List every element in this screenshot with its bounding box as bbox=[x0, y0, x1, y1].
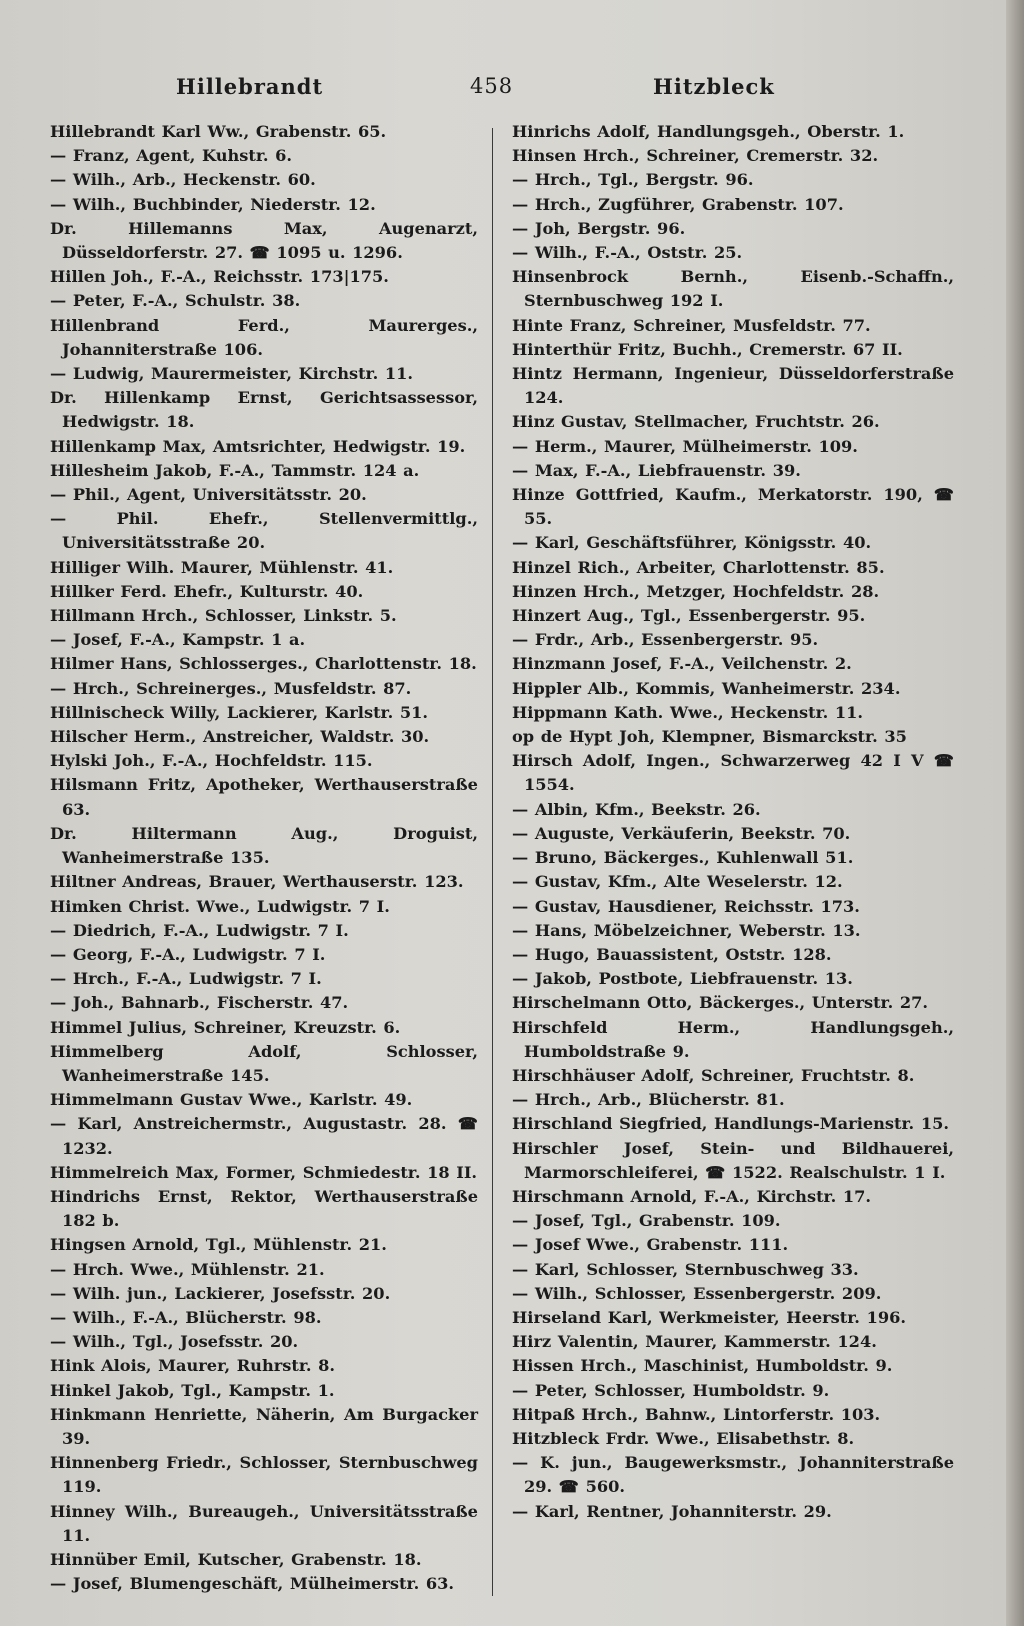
directory-entry: — Wilh. jun., Lackierer, Josefsstr. 20. bbox=[50, 1283, 391, 1303]
directory-entry: Himmel Julius, Schreiner, Kreuzstr. 6. bbox=[50, 1017, 401, 1037]
directory-entry: Hirschmann Arnold, F.-A., Kirchstr. 17. bbox=[512, 1186, 872, 1206]
directory-entry: — Hrch., Arb., Blücherstr. 81. bbox=[512, 1090, 785, 1110]
directory-entry: Hinterthür Fritz, Buchh., Cremerstr. 67 II. bbox=[512, 339, 903, 359]
directory-entry: — Herm., Maurer, Mülheimerstr. 109. bbox=[512, 436, 858, 456]
directory-entry: — Wilh., Arb., Heckenstr. 60. bbox=[50, 170, 316, 190]
directory-entry: — Max, F.-A., Liebfrauenstr. 39. bbox=[512, 460, 801, 480]
directory-entry: — Diedrich, F.-A., Ludwigstr. 7 I. bbox=[50, 920, 349, 940]
column-divider bbox=[492, 128, 493, 1596]
directory-entry: Dr. Hiltermann Aug., Droguist, Wanheimerstraße 135. bbox=[50, 823, 478, 868]
directory-entry: Dr. Hillenkamp Ernst, Gerichtsassessor, Hedwigstr. 18. bbox=[50, 388, 478, 432]
directory-entry: — Auguste, Verkäuferin, Beekstr. 70. bbox=[512, 823, 851, 843]
directory-entry: — Gustav, Hausdiener, Reichsstr. 173. bbox=[512, 896, 860, 916]
directory-entry: Hippler Alb., Kommis, Wanheimerstr. 234. bbox=[512, 678, 901, 698]
directory-entry: — Peter, F.-A., Schulstr. 38. bbox=[50, 291, 301, 311]
directory-entry: — Joh, Bergstr. 96. bbox=[512, 218, 686, 238]
directory-entry: — Wilh., Buchbinder, Niederstr. 12. bbox=[50, 194, 376, 214]
directory-entry: Hillmann Hrch., Schlosser, Linkstr. 5. bbox=[50, 606, 397, 626]
directory-entry: — Hans, Möbelzeichner, Weberstr. 13. bbox=[512, 920, 861, 940]
directory-entry: — Phil., Agent, Universitätsstr. 20. bbox=[50, 485, 367, 505]
directory-entry: — Wilh., Tgl., Josefsstr. 20. bbox=[50, 1332, 299, 1352]
page-number: 458 bbox=[470, 74, 514, 98]
directory-entry: Hiltner Andreas, Brauer, Werthauserstr. 123. bbox=[50, 872, 464, 892]
directory-entry: Hink Alois, Maurer, Ruhrstr. 8. bbox=[50, 1356, 336, 1376]
directory-entry: Hillker Ferd. Ehefr., Kulturstr. 40. bbox=[50, 581, 364, 601]
directory-entry: Himmelmann Gustav Wwe., Karlstr. 49. bbox=[50, 1090, 413, 1110]
directory-entry: Hitzbleck Frdr. Wwe., Elisabethstr. 8. bbox=[512, 1428, 855, 1448]
directory-entry: — Peter, Schlosser, Humboldstr. 9. bbox=[512, 1380, 830, 1400]
directory-entry: — Hrch. Wwe., Mühlenstr. 21. bbox=[50, 1259, 325, 1279]
directory-entry: Hirschler Josef, Stein- und Bildhauerei, Marmorschleiferei, ☎ 1522. Realschulstr. 1 I. bbox=[512, 1138, 954, 1182]
directory-entry: — Joh., Bahnarb., Fischerstr. 47. bbox=[50, 993, 349, 1013]
directory-entry: — Karl, Rentner, Johanniterstr. 29. bbox=[512, 1501, 832, 1521]
directory-entry: — Josef, Blumengeschäft, Mülheimerstr. 63. bbox=[50, 1574, 454, 1594]
directory-entry: — Wilh., F.-A., Oststr. 25. bbox=[512, 243, 743, 263]
directory-entry: Hinnüber Emil, Kutscher, Grabenstr. 18. bbox=[50, 1549, 422, 1569]
directory-entry: Hillnischeck Willy, Lackierer, Karlstr. 51. bbox=[50, 702, 429, 722]
directory-entry: — Georg, F.-A., Ludwigstr. 7 I. bbox=[50, 944, 326, 964]
directory-entry: Hillen Joh., F.-A., Reichsstr. 173|175. bbox=[50, 267, 389, 287]
header-left-keyword: Hillebrandt bbox=[176, 74, 324, 99]
directory-entry: Hitpaß Hrch., Bahnw., Lintorferstr. 103. bbox=[512, 1404, 881, 1424]
directory-entry: Hirz Valentin, Maurer, Kammerstr. 124. bbox=[512, 1332, 877, 1352]
directory-entry: Hinzert Aug., Tgl., Essenbergerstr. 95. bbox=[512, 606, 866, 626]
directory-entry: Hinz Gustav, Stellmacher, Fruchtstr. 26. bbox=[512, 412, 880, 432]
directory-entry: Hinsen Hrch., Schreiner, Cremerstr. 32. bbox=[512, 146, 879, 166]
directory-entry: Hinze Gottfried, Kaufm., Merkatorstr. 190, ☎ 55. bbox=[512, 485, 954, 529]
directory-entry: — Josef, F.-A., Kampstr. 1 a. bbox=[50, 630, 306, 650]
directory-entry: Hirsch Adolf, Ingen., Schwarzerweg 42 I V ☎ 1554. bbox=[512, 751, 954, 795]
directory-entry: Dr. Hillemanns Max, Augenarzt, Düsseldorferstr. 27. ☎ 1095 u. 1296. bbox=[50, 218, 478, 263]
directory-entry: Hylski Joh., F.-A., Hochfeldstr. 115. bbox=[50, 751, 373, 771]
directory-entry: — K. jun., Baugewerksmstr., Johanniterstraße 29. ☎ 560. bbox=[512, 1453, 954, 1497]
directory-entry: Himmelreich Max, Former, Schmiedestr. 18 II. bbox=[50, 1162, 478, 1182]
directory-entry: Hinzmann Josef, F.-A., Veilchenstr. 2. bbox=[512, 654, 852, 674]
directory-entry: Himmelberg Adolf, Schlosser, Wanheimerstraße 145. bbox=[50, 1041, 478, 1085]
directory-entry: Hinkel Jakob, Tgl., Kampstr. 1. bbox=[50, 1380, 335, 1400]
left-column bbox=[50, 120, 478, 1596]
directory-entry: Himken Christ. Wwe., Ludwigstr. 7 I. bbox=[50, 896, 390, 916]
directory-entry: Hingsen Arnold, Tgl., Mühlenstr. 21. bbox=[50, 1235, 387, 1255]
directory-entry: Hinte Franz, Schreiner, Musfeldstr. 77. bbox=[512, 315, 871, 335]
page-edge-shadow bbox=[1006, 0, 1024, 1626]
directory-entry: — Hrch., F.-A., Ludwigstr. 7 I. bbox=[50, 969, 322, 989]
header-right-keyword: Hitzbleck bbox=[653, 74, 775, 99]
directory-entry: Hirschhäuser Adolf, Schreiner, Fruchtstr. 8. bbox=[512, 1065, 915, 1085]
directory-entry: — Phil. Ehefr., Stellenvermittlg., Universitätsstraße 20. bbox=[50, 509, 478, 553]
directory-entry: Hindrichs Ernst, Rektor, Werthauserstraße 182 b. bbox=[50, 1186, 478, 1231]
directory-entry: — Franz, Agent, Kuhstr. 6. bbox=[50, 146, 293, 166]
directory-entry: — Wilh., Schlosser, Essenbergerstr. 209. bbox=[512, 1283, 882, 1303]
directory-entry: Hirseland Karl, Werkmeister, Heerstr. 196. bbox=[512, 1307, 906, 1327]
directory-entry: — Gustav, Kfm., Alte Weselerstr. 12. bbox=[512, 872, 843, 892]
directory-entry: Hinnenberg Friedr., Schlosser, Sternbuschweg 119. bbox=[50, 1453, 478, 1497]
directory-entry: Hillenbrand Ferd., Maurerges., Johanniterstraße 106. bbox=[50, 315, 478, 359]
directory-entry: Hillesheim Jakob, F.-A., Tammstr. 124 a. bbox=[50, 460, 420, 480]
directory-entry: — Josef Wwe., Grabenstr. 111. bbox=[512, 1235, 789, 1255]
directory-entry: — Hugo, Bauassistent, Oststr. 128. bbox=[512, 944, 832, 964]
directory-entry: — Frdr., Arb., Essenbergerstr. 95. bbox=[512, 630, 819, 650]
directory-entry: Hinrichs Adolf, Handlungsgeh., Oberstr. 1. bbox=[512, 122, 905, 141]
directory-entry: Hinzel Rich., Arbeiter, Charlottenstr. 85. bbox=[512, 557, 885, 577]
directory-entry: Hippmann Kath. Wwe., Heckenstr. 11. bbox=[512, 702, 864, 722]
directory-entry: Hissen Hrch., Maschinist, Humboldstr. 9. bbox=[512, 1356, 893, 1376]
directory-entry: — Josef, Tgl., Grabenstr. 109. bbox=[512, 1211, 781, 1231]
directory-entry: Hirschfeld Herm., Handlungsgeh., Humboldstraße 9. bbox=[512, 1017, 954, 1061]
right-column bbox=[512, 120, 954, 1524]
directory-entry: Hinsenbrock Bernh., Eisenb.-Schaffn., Sternbuschweg 192 I. bbox=[512, 267, 954, 311]
directory-entry: Hinkmann Henriette, Näherin, Am Burgacker 39. bbox=[50, 1404, 478, 1448]
directory-entry: Hinney Wilh., Bureaugeh., Universitätsstraße 11. bbox=[50, 1501, 478, 1545]
directory-entry: — Bruno, Bäckerges., Kuhlenwall 51. bbox=[512, 848, 854, 868]
directory-entry: — Karl, Schlosser, Sternbuschweg 33. bbox=[512, 1259, 859, 1279]
directory-entry: — Wilh., F.-A., Blücherstr. 98. bbox=[50, 1307, 322, 1327]
directory-entry: Hilscher Herm., Anstreicher, Waldstr. 30. bbox=[50, 727, 430, 747]
directory-entry: — Albin, Kfm., Beekstr. 26. bbox=[512, 799, 761, 819]
directory-entry: Hirschland Siegfried, Handlungs-Marienstr. 15. bbox=[512, 1114, 949, 1134]
directory-entry: Hirschelmann Otto, Bäckerges., Unterstr. 27. bbox=[512, 993, 929, 1013]
directory-entry: — Hrch., Schreinerges., Musfeldstr. 87. bbox=[50, 678, 412, 698]
directory-entry: Hillenkamp Max, Amtsrichter, Hedwigstr. 19. bbox=[50, 436, 466, 456]
directory-entry: op de Hypt Joh, Klempner, Bismarckstr. 35 bbox=[512, 727, 907, 747]
directory-entry: — Hrch., Tgl., Bergstr. 96. bbox=[512, 170, 754, 190]
directory-entry: — Hrch., Zugführer, Grabenstr. 107. bbox=[512, 194, 844, 214]
directory-entry: — Jakob, Postbote, Liebfrauenstr. 13. bbox=[512, 969, 853, 989]
directory-entry: Hinzen Hrch., Metzger, Hochfeldstr. 28. bbox=[512, 581, 880, 601]
directory-entry: Hintz Hermann, Ingenieur, Düsseldorferstraße 124. bbox=[512, 364, 954, 408]
directory-entry: — Ludwig, Maurermeister, Kirchstr. 11. bbox=[50, 364, 414, 384]
page-header bbox=[56, 74, 775, 108]
directory-entry: Hilsmann Fritz, Apotheker, Werthauserstraße 63. bbox=[50, 775, 478, 819]
directory-entry: Hillebrandt Karl Ww., Grabenstr. 65. bbox=[50, 122, 387, 141]
directory-entry: Hilliger Wilh. Maurer, Mühlenstr. 41. bbox=[50, 557, 394, 577]
directory-entry: Hilmer Hans, Schlosserges., Charlottenstr. 18. bbox=[50, 654, 477, 674]
directory-entry: — Karl, Geschäftsführer, Königsstr. 40. bbox=[512, 533, 872, 553]
directory-entry: — Karl, Anstreichermstr., Augustastr. 28. ☎ 1232. bbox=[50, 1114, 478, 1158]
